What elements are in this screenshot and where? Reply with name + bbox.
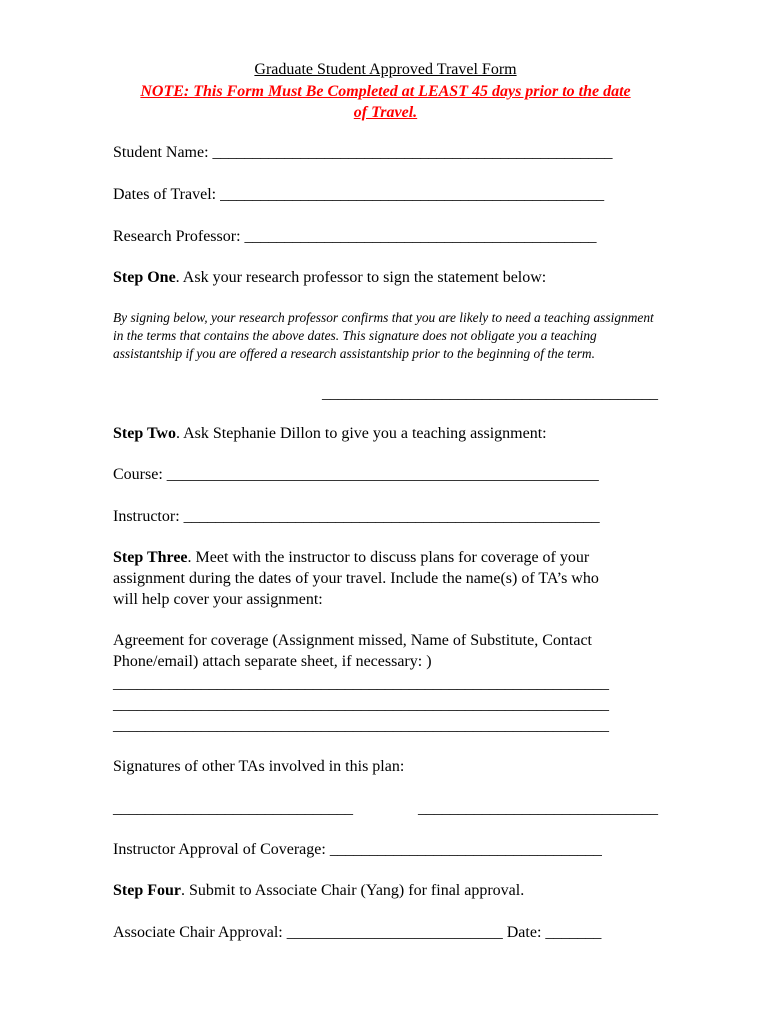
student-name-field[interactable]: Student Name: __________________________________________________: [113, 144, 613, 161]
professor-statement: By signing below, your research professor confirms that you are likely to need a teaching assignment in the terms that contains the above dates. This signature does not obligate you a teaching assistantship if you are offered a research assistantship prior to the beginning of the term.: [113, 310, 654, 361]
step-one-label: Step One: [113, 269, 176, 286]
associate-chair-approval-field[interactable]: Associate Chair Approval: ___________________________ Date: _______: [113, 924, 602, 941]
step-four-instruction: [113, 881, 524, 901]
ta-signatures-label: Signatures of other TAs involved in this plan:: [113, 758, 405, 775]
form-title: Graduate Student Approved Travel Form: [254, 61, 517, 78]
step-four-label: Step Four: [113, 882, 181, 899]
deadline-note-line2: of Travel.: [353, 104, 418, 121]
agreement-blank-line-1[interactable]: ______________________________________________________________: [113, 675, 609, 692]
step-two-instruction: [113, 424, 547, 444]
instructor-approval-field[interactable]: Instructor Approval of Coverage: __________________________________: [113, 841, 602, 858]
agreement-blank-line-3[interactable]: ______________________________________________________________: [113, 717, 609, 734]
deadline-note-line1: NOTE: This Form Must Be Completed at LEAST 45 days prior to the date: [140, 83, 631, 100]
step-one-text: . Ask your research professor to sign the statement below:: [175, 269, 547, 286]
step-three-label: Step Three: [113, 549, 188, 566]
agreement-label-line2: Phone/email) attach separate sheet, if necessary: ): [113, 653, 432, 670]
instructor-field[interactable]: Instructor: ____________________________________________________: [113, 508, 600, 525]
agreement-blank-line-2[interactable]: ______________________________________________________________: [113, 696, 609, 713]
research-professor-field[interactable]: Research Professor: ____________________________________________: [113, 228, 597, 245]
step-two-text: . Ask Stephanie Dillon to give you a teaching assignment:: [175, 425, 547, 442]
step-three-instruction-line3: will help cover your assignment:: [113, 591, 323, 608]
ta-signature-left-line[interactable]: ______________________________: [113, 800, 353, 817]
step-three-instruction-line2: assignment during the dates of your travel. Include the name(s) of TA’s who: [113, 570, 599, 587]
ta-signature-right-line[interactable]: ______________________________: [418, 800, 658, 817]
step-one-instruction: [113, 268, 546, 288]
step-three-text: . Meet with the instructor to discuss plans for coverage of your: [187, 549, 590, 566]
step-three-instruction-line1: [113, 548, 589, 568]
step-four-text: . Submit to Associate Chair (Yang) for final approval.: [181, 882, 525, 899]
dates-of-travel-field[interactable]: Dates of Travel: ________________________________________________: [113, 186, 605, 203]
step-two-label: Step Two: [113, 425, 176, 442]
deadline-note: [113, 81, 658, 123]
agreement-label-line1: Agreement for coverage (Assignment missed, Name of Substitute, Contact: [113, 632, 592, 649]
course-field[interactable]: Course: ______________________________________________________: [113, 466, 599, 483]
professor-signature-line[interactable]: __________________________________________: [322, 385, 658, 402]
